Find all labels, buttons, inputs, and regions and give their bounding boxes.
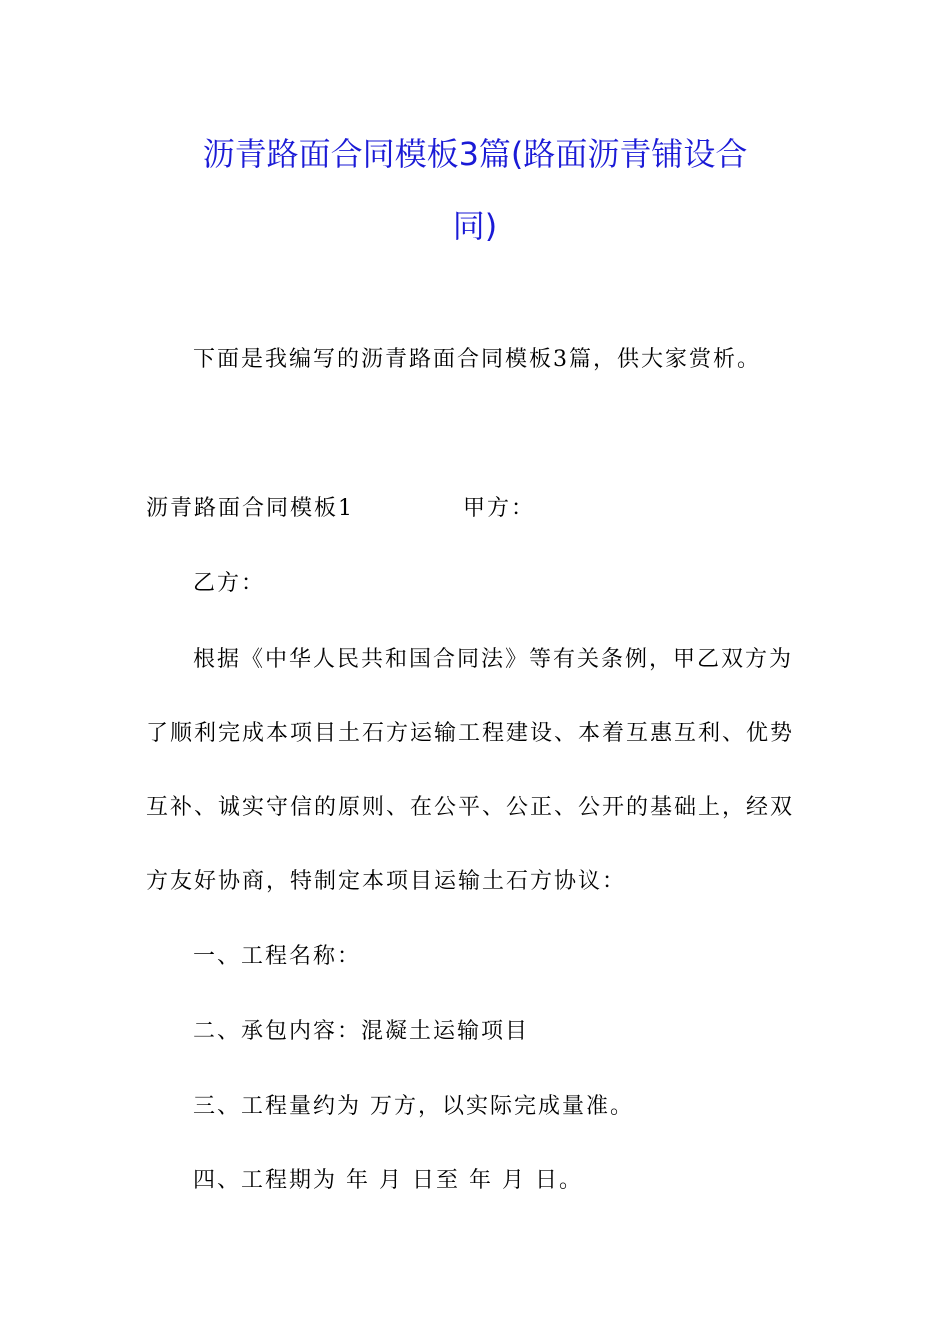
clause-project-name: 一、工程名称： xyxy=(193,944,362,969)
party-a-label: 甲方： xyxy=(463,496,536,521)
clause-quantity: 三、工程量约为 万方，以实际完成量准。 xyxy=(193,1094,634,1119)
party-b-label: 乙方： xyxy=(193,571,266,596)
document-title-line-1: 沥青路面合同模板3篇(路面沥青铺设合 xyxy=(202,135,748,173)
body-paragraph-line-3: 互补、诚实守信的原则、在公平、公正、公开的基础上，经双 xyxy=(146,795,795,820)
intro-paragraph: 下面是我编写的沥青路面合同模板3篇，供大家赏析。 xyxy=(193,347,761,372)
body-paragraph-line-4: 方友好协商，特制定本项目运输土石方协议： xyxy=(146,869,627,894)
body-paragraph-line-1: 根据《中华人民共和国合同法》等有关条例，甲乙双方为 xyxy=(193,647,794,672)
document-title-line-2: 同) xyxy=(452,207,498,245)
clause-duration: 四、工程期为 年 月 日至 年 月 日。 xyxy=(193,1168,583,1193)
template-1-heading: 沥青路面合同模板1 xyxy=(146,496,354,521)
clause-contract-content: 二、承包内容：混凝土运输项目 xyxy=(193,1019,530,1044)
body-paragraph-line-2: 了顺利完成本项目土石方运输工程建设、本着互惠互利、优势 xyxy=(146,721,795,746)
